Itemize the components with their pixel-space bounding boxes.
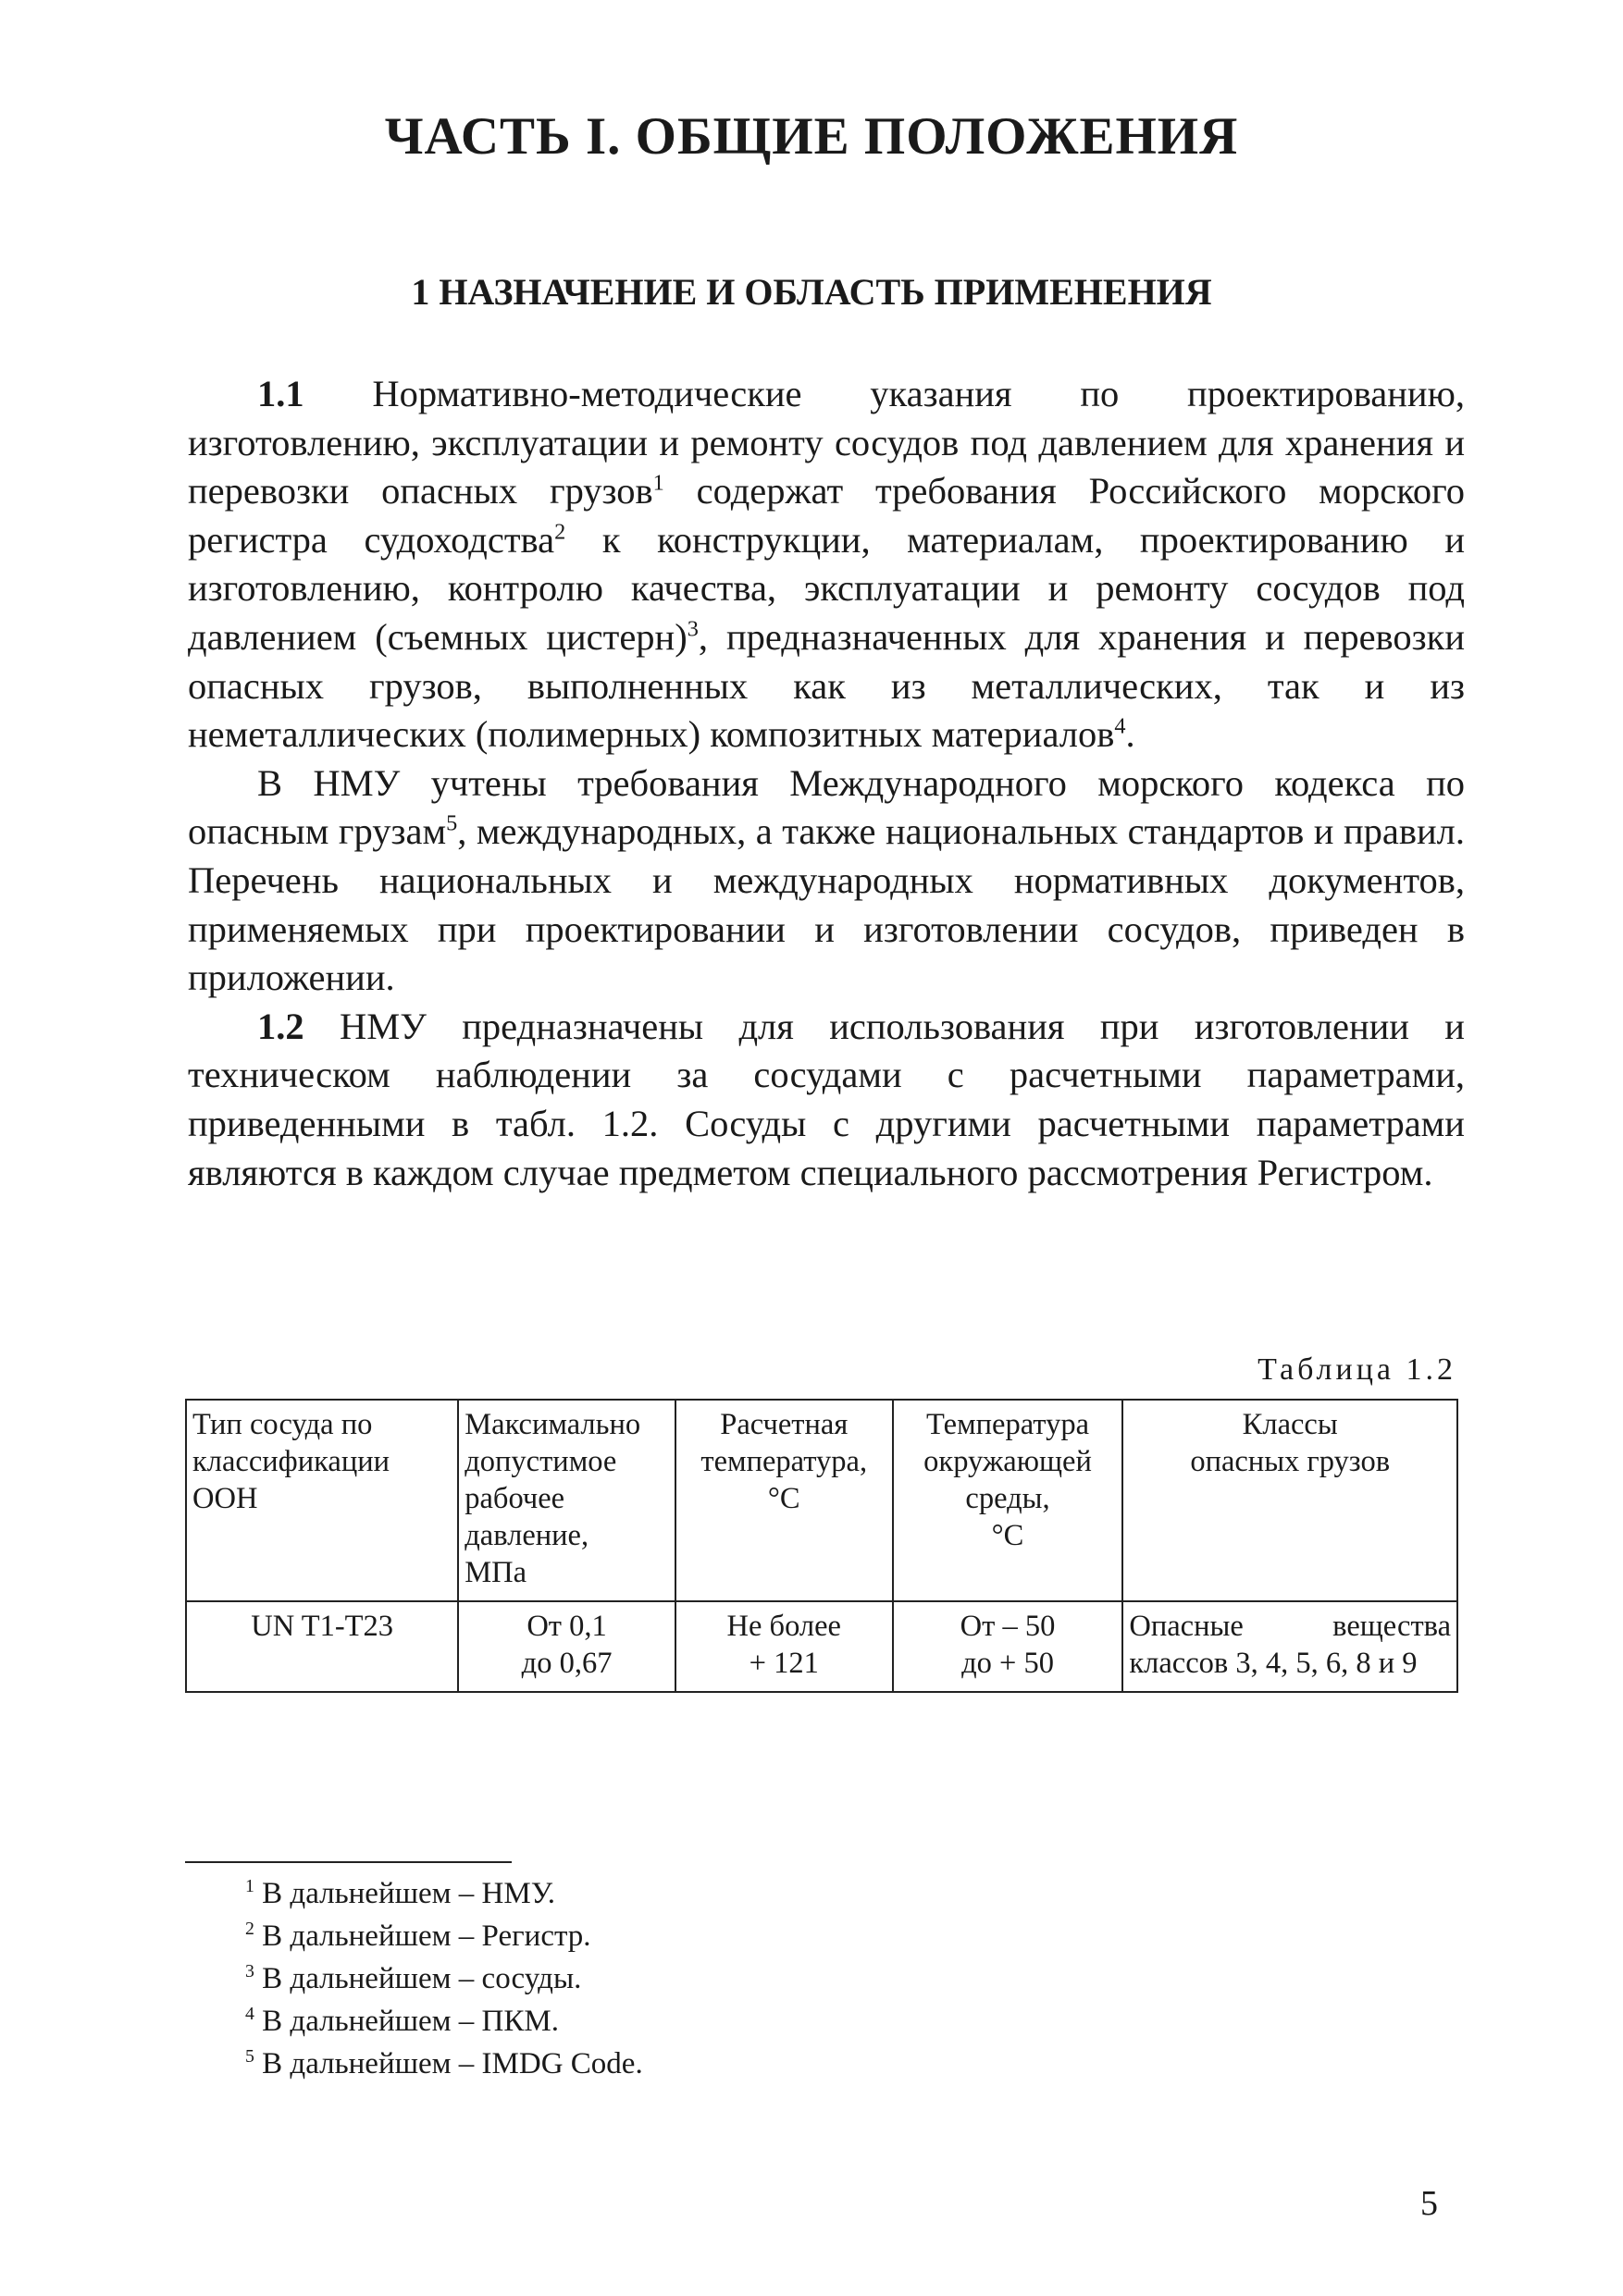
paragraph-1-1 (188, 370, 1465, 759)
body-text (188, 370, 1465, 1197)
paragraph-text: , предназначенных для хранения и перевозки опасных грузов, выполненных как из металлических, так и из неметаллических (полимерных) композитных материалов (188, 615, 1465, 756)
cell-line: От – 50 (960, 1610, 1056, 1643)
header-line: опасных грузов (1190, 1445, 1391, 1478)
header-line: °С (767, 1482, 800, 1515)
cell-line: + 121 (749, 1647, 819, 1680)
footnote-ref: 3 (687, 616, 699, 642)
footnote-mark: 5 (245, 2046, 254, 2067)
table-header-row (186, 1400, 1457, 1601)
footnote-ref: 1 (652, 470, 664, 496)
footnote-text: В дальнейшем – Регистр. (254, 1920, 591, 1953)
footnote-ref: 2 (554, 519, 566, 545)
paragraph-text: . (1125, 713, 1135, 756)
footnote-mark: 1 (245, 1876, 254, 1896)
header-dangerous-goods-classes (1122, 1400, 1457, 1601)
footnotes (245, 1872, 643, 2085)
header-line: Классы (1242, 1408, 1338, 1441)
header-line: давление, (465, 1519, 589, 1552)
footnote (245, 1957, 643, 2000)
footnote (245, 1872, 643, 1915)
header-line: допустимое (465, 1445, 617, 1478)
cell-design-temperature (675, 1601, 893, 1692)
header-design-temperature (675, 1400, 893, 1601)
header-line: Расчетная (720, 1408, 849, 1441)
clause-number: 1.1 (257, 373, 304, 414)
parameters-table (185, 1399, 1458, 1693)
cell-line: до 0,67 (521, 1647, 613, 1680)
table-row (186, 1601, 1457, 1692)
paragraph-text: Нормативно-методические указания по проектированию, изготовлению, эксплуатации и ремонту сосудов под давлением для хранения и перевозки опасных грузов (188, 373, 1465, 512)
cell-line: до + 50 (961, 1647, 1054, 1680)
header-ambient-temperature (893, 1400, 1123, 1601)
footnote-mark: 4 (245, 2004, 254, 2024)
footnote-text: В дальнейшем – сосуды. (254, 1962, 582, 1995)
header-max-pressure (458, 1400, 675, 1601)
cell-max-pressure (458, 1601, 675, 1692)
header-line: рабочее (465, 1482, 565, 1515)
footnote-ref: 4 (1114, 713, 1126, 739)
footnote (245, 2000, 643, 2043)
footnote-separator (185, 1861, 512, 1863)
paragraph-nmu (188, 759, 1465, 1003)
cell-line: От 0,1 (527, 1610, 607, 1643)
footnote-ref: 5 (446, 810, 458, 836)
section-title: 1 НАЗНАЧЕНИЕ И ОБЛАСТЬ ПРИМЕНЕНИЯ (411, 271, 1212, 313)
header-line: Максимально (465, 1408, 641, 1441)
paragraph-text: , международных, а также национальных стандартов и правил. Перечень национальных и международных нормативных документов, применяемых при проектировании и изготовлении сосудов, приведен в приложении. (188, 810, 1465, 999)
footnote (245, 2043, 643, 2085)
header-line: Тип сосуда по (192, 1408, 373, 1441)
header-un-type (186, 1400, 458, 1601)
cell-ambient-temperature (893, 1601, 1123, 1692)
paragraph-text: НМУ предназначены для использования при изготовлении и техническом наблюдении за сосудами с расчетными параметрами, приведенными в табл. 1.2. Сосуды с другими расчетными параметрами являются в каждом случае предметом специального рассмотрения Регистром. (188, 1005, 1465, 1193)
clause-number: 1.2 (257, 1005, 304, 1047)
footnote-mark: 3 (245, 1961, 254, 1981)
page-number: 5 (1420, 2184, 1438, 2223)
cell-line: Не более (726, 1610, 841, 1643)
header-line: среды, (965, 1482, 1050, 1515)
header-line: ООН (192, 1482, 258, 1515)
header-line: МПа (465, 1556, 527, 1589)
footnote-mark: 2 (245, 1919, 254, 1939)
footnote-text: В дальнейшем – ПКМ. (254, 2005, 559, 2038)
cell-un-type: UN T1-T23 (186, 1601, 458, 1692)
footnote-text: В дальнейшем – НМУ. (254, 1877, 555, 1910)
header-line: окружающей (923, 1445, 1092, 1478)
paragraph-text: содержат требования Российского морского регистра судоходства (188, 470, 1465, 561)
paragraph-1-2 (188, 1003, 1465, 1197)
paragraph-text: к конструкции, материалам, проектированию и изготовлению, контролю качества, эксплуатации и ремонту сосудов под давлением (съемных цистерн) (188, 518, 1465, 658)
paragraph-text: В НМУ учтены требования Международного морского кодекса по опасным грузам (188, 761, 1465, 853)
part-title: ЧАСТЬ I. ОБЩИЕ ПОЛОЖЕНИЯ (384, 107, 1239, 166)
header-line: Температура (926, 1408, 1089, 1441)
header-line: °С (991, 1519, 1024, 1552)
footnote-text: В дальнейшем – IMDG Code. (254, 2047, 643, 2080)
cell-dangerous-goods-classes: Опасные вещества классов 3, 4, 5, 6, 8 и 9 (1122, 1601, 1457, 1692)
header-line: классификации (192, 1445, 390, 1478)
header-line: температура, (700, 1445, 868, 1478)
table-caption: Таблица 1.2 (1258, 1352, 1456, 1387)
footnote (245, 1915, 643, 1957)
